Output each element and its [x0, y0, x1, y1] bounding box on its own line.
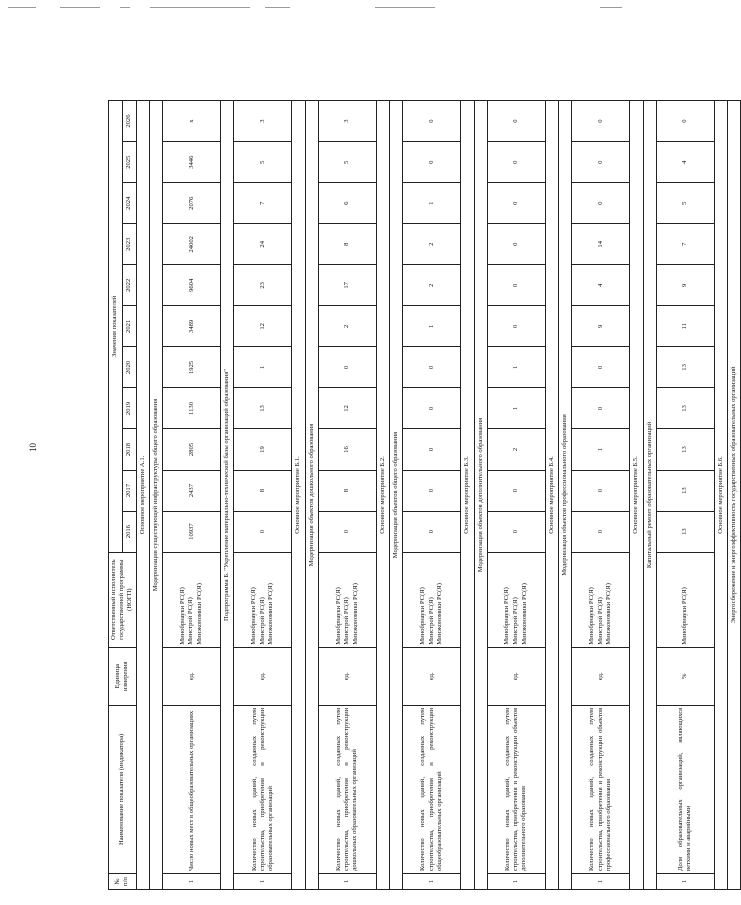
- header-year-2026: 2026: [122, 101, 136, 142]
- header-year-2024: 2024: [122, 183, 136, 224]
- section-title: Модернизация объектов дошкольного образования: [305, 101, 318, 890]
- responsible-executor: Минстрой РС(Я): [343, 597, 351, 645]
- value-2023: 24: [234, 224, 292, 265]
- indicator-name: Число новых мест в общеобразовательных организациях: [163, 705, 221, 873]
- table-row: [234, 101, 292, 890]
- value-2024: 0: [487, 183, 545, 224]
- section-title-row: [727, 101, 740, 890]
- value-2018: 19: [234, 429, 292, 470]
- table-row: [403, 101, 461, 890]
- scan-artifacts: [0, 4, 640, 14]
- value-2019: 13: [234, 388, 292, 429]
- value-2019: 0: [403, 388, 461, 429]
- row-num: 1: [572, 873, 630, 889]
- section-title: Энергосбережение и энергоэффективность государственных образовательных организаций: [727, 101, 740, 890]
- table-row: [572, 101, 630, 890]
- section-title-row: [474, 101, 487, 890]
- value-2018: 0: [403, 429, 461, 470]
- value-2019: 1130: [163, 388, 221, 429]
- responsible-executors: [234, 552, 292, 647]
- header-year-2016: 2016: [122, 511, 136, 552]
- value-2022: 17: [318, 265, 376, 306]
- value-2023: 14: [572, 224, 630, 265]
- subsection-title-row: [461, 101, 474, 890]
- responsible-executors: [487, 552, 545, 647]
- value-2026: 0: [656, 101, 714, 142]
- value-2022: 4: [572, 265, 630, 306]
- value-2021: 12: [234, 306, 292, 347]
- value-2020: 0: [318, 347, 376, 388]
- value-2022: 23: [234, 265, 292, 306]
- responsible-executor: Минобрнауки РС(Я): [587, 587, 595, 645]
- value-2019: 0: [572, 388, 630, 429]
- value-2016: 13: [656, 511, 714, 552]
- value-2024: 6: [318, 183, 376, 224]
- value-2023: 0: [487, 224, 545, 265]
- value-2022: 2: [403, 265, 461, 306]
- responsible-executor: Минобрнауки РС(Я): [250, 587, 258, 645]
- value-2020: 1: [234, 347, 292, 388]
- unit: ед.: [487, 647, 545, 705]
- responsible-executor: Минэкономики РС(Я): [605, 583, 613, 645]
- responsible-executor: Минобрнауки РС(Я): [419, 587, 426, 645]
- value-2020: 13: [656, 347, 714, 388]
- value-2026: 0: [487, 101, 545, 142]
- responsible-executor: Минстрой РС(Я): [427, 597, 435, 645]
- section-title: Модернизация объектов дополнительного образования: [474, 101, 487, 890]
- value-2020: 1: [487, 347, 545, 388]
- value-2026: х: [163, 101, 221, 142]
- value-2024: 2076: [163, 183, 221, 224]
- value-2019: 13: [656, 388, 714, 429]
- responsible-executors: [318, 552, 376, 647]
- section-title: Подпрограмма Б. "Укрепление материально-технической базы организаций образования": [221, 101, 234, 890]
- subsection-title-row: [545, 101, 558, 890]
- indicator-name: Количество новых зданий, созданных путем строительства, приобретения и реконструкции дошкольных образовательных организаций: [318, 705, 376, 873]
- responsible-executors: [572, 552, 630, 647]
- row-num: 1: [234, 873, 292, 889]
- responsible-executors: [163, 552, 221, 647]
- subsection-title: Основное мероприятие Б.5.: [630, 101, 643, 890]
- section-title: Капитальный ремонт образовательных организаций: [643, 101, 656, 890]
- responsible-executor: Минобрнауки РС(Я): [334, 587, 342, 645]
- value-2021: 1: [403, 306, 461, 347]
- unit: ед.: [403, 647, 461, 705]
- table-row: [318, 101, 376, 890]
- value-2016: 0: [234, 511, 292, 552]
- section-title-row: [559, 101, 572, 890]
- row-num: 1: [318, 873, 376, 889]
- value-2021: 2: [318, 306, 376, 347]
- value-2025: 5: [318, 142, 376, 183]
- value-2016: 0: [403, 511, 461, 552]
- row-num: 1: [487, 873, 545, 889]
- header-year-2018: 2018: [122, 429, 136, 470]
- value-2017: 0: [403, 470, 461, 511]
- value-2023: 8: [318, 224, 376, 265]
- responsible-executor: Минстрой РС(Я): [512, 597, 520, 645]
- header-year-2017: 2017: [122, 470, 136, 511]
- value-2025: 0: [403, 142, 461, 183]
- value-2019: 1: [487, 388, 545, 429]
- page-number: 10: [28, 443, 38, 452]
- subsection-title: Основное мероприятие Б.1.: [292, 101, 305, 890]
- header-num: № п/п: [109, 873, 137, 889]
- value-2026: 3: [234, 101, 292, 142]
- value-2023: 24002: [163, 224, 221, 265]
- value-2024: 1: [403, 183, 461, 224]
- value-2021: 11: [656, 306, 714, 347]
- subsection-title: Основное мероприятие Б.3.: [461, 101, 474, 890]
- value-2016: 0: [318, 511, 376, 552]
- value-2025: 4: [656, 142, 714, 183]
- header-year-2021: 2021: [122, 306, 136, 347]
- value-2025: 0: [487, 142, 545, 183]
- header-year-2023: 2023: [122, 224, 136, 265]
- section-title-row: [149, 101, 162, 890]
- responsible-executor: Минэкономики РС(Я): [267, 583, 275, 645]
- subsection-title-row: [714, 101, 727, 890]
- header-year-2025: 2025: [122, 142, 136, 183]
- value-2017: 0: [487, 470, 545, 511]
- value-2026: 0: [572, 101, 630, 142]
- value-2017: 8: [234, 470, 292, 511]
- header-name: Наименование показателя (индикатора): [109, 705, 137, 873]
- value-2018: 16: [318, 429, 376, 470]
- unit: ед.: [318, 647, 376, 705]
- responsible-executor: Минэкономики РС(Я): [436, 583, 444, 645]
- value-2016: 10937: [163, 511, 221, 552]
- value-2023: 2: [403, 224, 461, 265]
- indicator-name: Количество новых зданий, созданных путем строительства, приобретения и реконструкции объектов профессионального образования: [572, 705, 630, 873]
- indicator-name: Количество новых зданий, созданных путем строительства, приобретения и реконструкции объектов дополнительного образования: [487, 705, 545, 873]
- responsible-executors: [656, 552, 714, 647]
- value-2020: 1925: [163, 347, 221, 388]
- responsible-executor: Минстрой РС(Я): [187, 597, 195, 645]
- value-2016: 0: [487, 511, 545, 552]
- responsible-executor: Минэкономики РС(Я): [351, 583, 359, 645]
- section-title: Модернизация существующей инфраструктуры общего образования: [149, 101, 162, 890]
- value-2021: 0: [487, 306, 545, 347]
- header-unit: Единица измерения: [109, 647, 137, 705]
- value-2017: 8: [318, 470, 376, 511]
- section-title-row: [221, 101, 234, 890]
- row-num: 1: [163, 873, 221, 889]
- rotated-table-container: [108, 100, 737, 890]
- header-year-2020: 2020: [122, 347, 136, 388]
- value-2024: 0: [572, 183, 630, 224]
- responsible-executor: Минобрнауки РС(Я): [178, 587, 186, 645]
- responsible-executor: Минстрой РС(Я): [258, 597, 266, 645]
- header-responsible: Ответственный исполнитель государственной программы (НОГП): [109, 552, 137, 647]
- subsection-title-row: [630, 101, 643, 890]
- section-title: Модернизация объектов общего образования: [390, 101, 403, 890]
- subsection-title: Основное мероприятие Б.4.: [545, 101, 558, 890]
- section-title-row: [390, 101, 403, 890]
- value-2018: 1: [572, 429, 630, 470]
- unit: ед.: [234, 647, 292, 705]
- header-row: [109, 101, 123, 890]
- table-row: [163, 101, 221, 890]
- responsible-executor: Минэкономики РС(Я): [520, 583, 528, 645]
- subsection-title: Основное мероприятие Б.6.: [714, 101, 727, 890]
- value-2018: 2805: [163, 429, 221, 470]
- responsible-executors: [403, 552, 461, 647]
- section-title-row: [305, 101, 318, 890]
- value-2022: 0: [487, 265, 545, 306]
- responsible-executor: Минстрой РС(Я): [596, 597, 604, 645]
- value-2021: 9: [572, 306, 630, 347]
- value-2026: 3: [318, 101, 376, 142]
- value-2017: 0: [572, 470, 630, 511]
- subsection-title-row: [376, 101, 389, 890]
- responsible-executor: Минобрнауки РС(Я): [503, 587, 511, 645]
- value-2024: 7: [234, 183, 292, 224]
- responsible-executor: Минэкономики РС(Я): [195, 583, 203, 645]
- value-2016: 0: [572, 511, 630, 552]
- indicator-name: Количество новых зданий, созданных путем строительства, приобретения и реконструкции образовательных организаций: [234, 705, 292, 873]
- value-2018: 2: [487, 429, 545, 470]
- subsection-title-row: [136, 101, 149, 890]
- value-2018: 13: [656, 429, 714, 470]
- header-year-2022: 2022: [122, 265, 136, 306]
- subsection-title-row: [292, 101, 305, 890]
- value-2017: 2437: [163, 470, 221, 511]
- value-2019: 12: [318, 388, 376, 429]
- unit: ед.: [163, 647, 221, 705]
- section-title: Модернизация объектов профессионального образования: [559, 101, 572, 890]
- value-2020: 0: [572, 347, 630, 388]
- responsible-executor: Минобрнауки РС(Я): [680, 587, 688, 645]
- unit: %: [656, 647, 714, 705]
- value-2025: 3446: [163, 142, 221, 183]
- value-2017: 13: [656, 470, 714, 511]
- value-2023: 7: [656, 224, 714, 265]
- value-2026: 0: [403, 101, 461, 142]
- table-row: [656, 101, 714, 890]
- header-year-2019: 2019: [122, 388, 136, 429]
- subsection-title: Основное мероприятие Б.2.: [376, 101, 389, 890]
- value-2022: 9: [656, 265, 714, 306]
- unit: ед.: [572, 647, 630, 705]
- value-2025: 5: [234, 142, 292, 183]
- header-values: Значения показателей: [109, 101, 123, 553]
- value-2021: 3489: [163, 306, 221, 347]
- value-2020: 0: [403, 347, 461, 388]
- indicator-name: Количество новых зданий, созданных путем строительства, приобретения и реконструкции общеобразовательных организаций: [403, 705, 461, 873]
- table-row: [487, 101, 545, 890]
- value-2024: 5: [656, 183, 714, 224]
- section-title-row: [643, 101, 656, 890]
- subsection-title: Основное мероприятие А.1.: [136, 101, 149, 890]
- value-2022: 9604: [163, 265, 221, 306]
- indicators-table: [108, 100, 741, 890]
- indicator-name: Доля образовательных организаций, являющихся ветхими и аварийными: [656, 705, 714, 873]
- row-num: 1: [403, 873, 461, 889]
- value-2025: 0: [572, 142, 630, 183]
- row-num: 1: [656, 873, 714, 889]
- table-body: [136, 101, 741, 890]
